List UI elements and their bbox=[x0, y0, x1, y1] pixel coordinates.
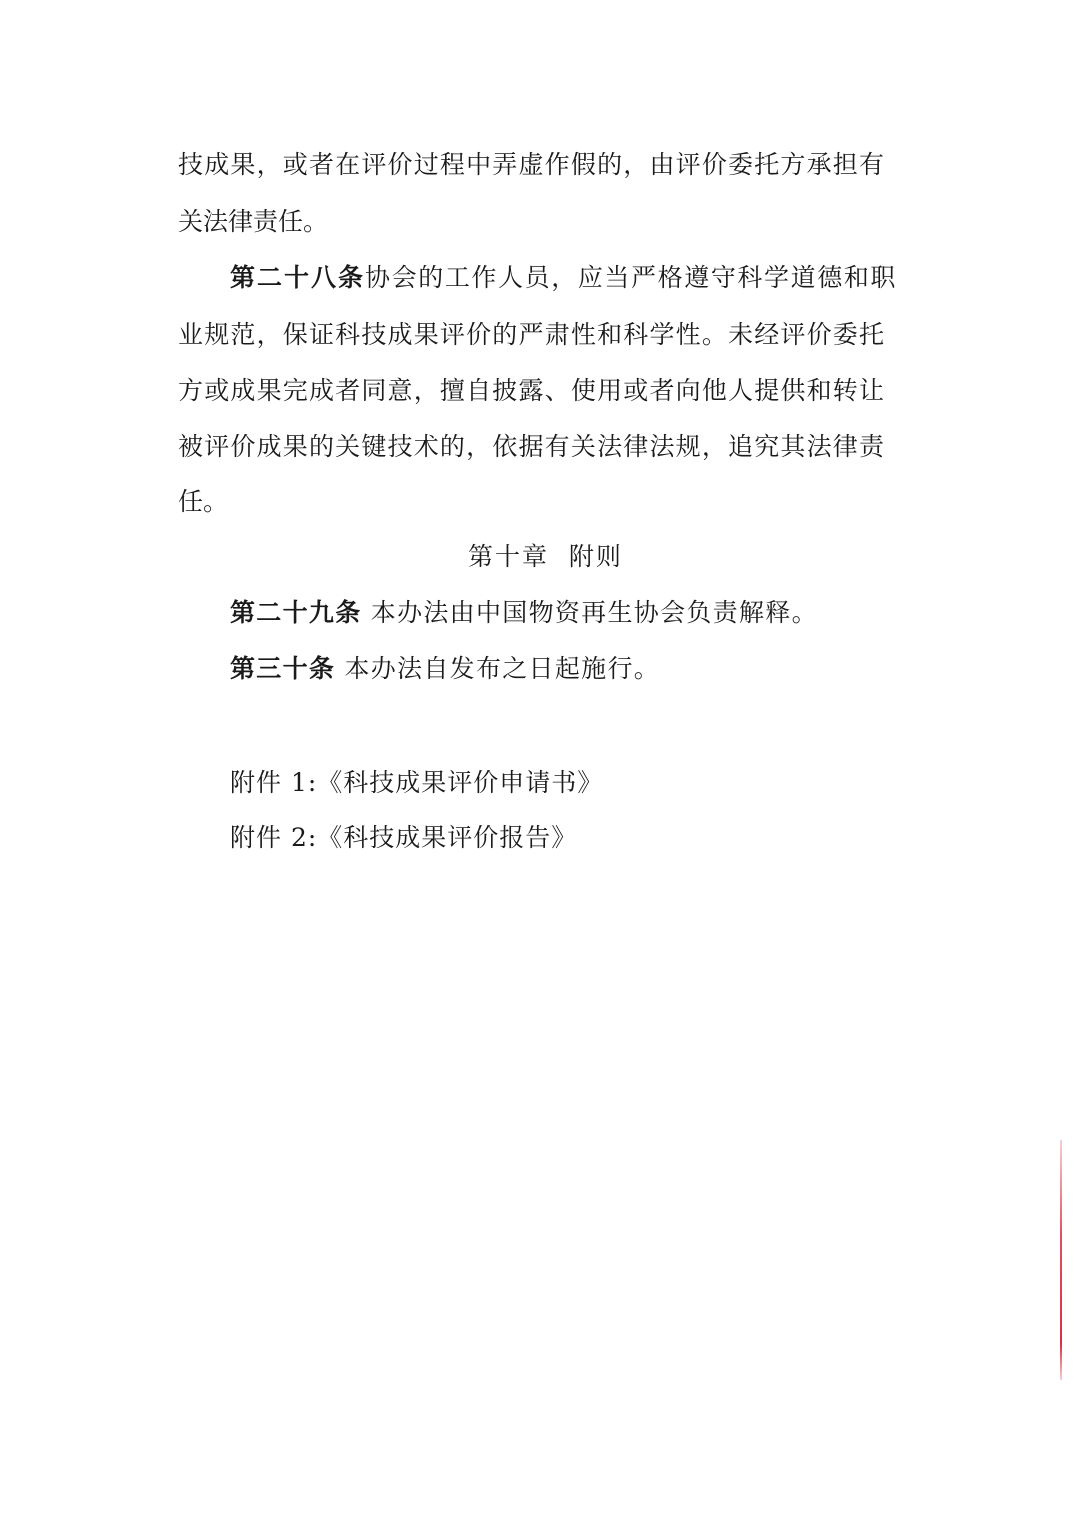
article-heading: 第二十八条 bbox=[230, 263, 366, 292]
attachment-2: 附件 2:《科技成果评价报告》 bbox=[230, 823, 578, 852]
article-29 bbox=[230, 598, 818, 628]
paragraph-text: 协会的工作人员，应当严格遵守科学道德和职 bbox=[365, 263, 898, 292]
paragraph-line: 任。 bbox=[178, 487, 229, 516]
attachment-1: 附件 1:《科技成果评价申请书》 bbox=[230, 768, 604, 797]
article-30 bbox=[230, 654, 660, 684]
article-heading: 第二十九条 bbox=[230, 598, 362, 627]
paragraph-line: 技成果，或者在评价过程中弄虚作假的，由评价委托方承担有 bbox=[178, 150, 884, 179]
paragraph-text: 本办法自发布之日起施行。 bbox=[344, 654, 661, 683]
paragraph-line: 关法律责任。 bbox=[178, 207, 329, 236]
red-margin-line bbox=[1060, 1140, 1062, 1380]
paragraph-line: 方或成果完成者同意，擅自披露、使用或者向他人提供和转让 bbox=[178, 376, 884, 405]
paragraph-line: 被评价成果的关键技术的，依据有关法律法规，追究其法律责 bbox=[178, 432, 884, 461]
chapter-heading: 第十章 附则 bbox=[468, 542, 623, 571]
paragraph-line: 业规范，保证科技成果评价的严肃性和科学性。未经评价委托 bbox=[178, 320, 884, 349]
paragraph-text: 本办法由中国物资再生协会负责解释。 bbox=[370, 598, 818, 627]
article-heading: 第三十条 bbox=[230, 654, 336, 683]
article-28-first-line bbox=[230, 263, 896, 293]
